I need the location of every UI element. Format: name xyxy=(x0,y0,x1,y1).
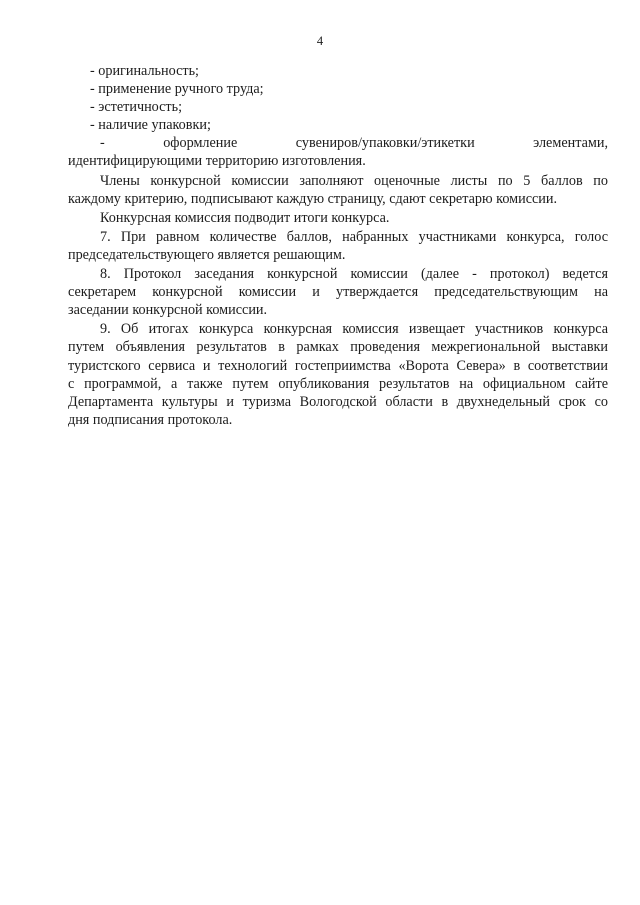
paragraph-8-line: заседании конкурсной комиссии. xyxy=(68,302,268,319)
paragraph-members-line: Члены конкурсной комиссии заполняют оценочные листы по 5 баллов по xyxy=(100,172,608,189)
paragraph-9-line: дня подписания протокола. xyxy=(68,411,233,428)
criterion-continuation: идентифицирующими территорию изготовления. xyxy=(68,153,366,170)
criterion-dash: - xyxy=(100,135,105,152)
criterion-word: элементами, xyxy=(533,135,608,152)
paragraph-9-line: туристского сервиса и технологий гостеприимства «Ворота Севера» в соответствии xyxy=(68,357,608,374)
criterion-item: - наличие упаковки; xyxy=(90,117,211,134)
criterion-item: - эстетичность; xyxy=(90,99,183,116)
paragraph-results: Конкурсная комиссия подводит итоги конкурса. xyxy=(100,209,390,226)
paragraph-9-line: Департамента культуры и туризма Вологодской области в двухнедельный срок со xyxy=(68,393,608,410)
criterion-item-design xyxy=(90,134,608,152)
paragraph-8-line: секретарем конкурсной комиссии и утверждается председательствующим на xyxy=(68,284,608,301)
page-number: 4 xyxy=(316,34,324,48)
criterion-word: оформление xyxy=(163,135,238,152)
paragraph-7-line: 7. При равном количестве баллов, набранных участниками конкурса, голос xyxy=(100,228,608,245)
criterion-word: сувениров/упаковки/этикетки xyxy=(295,135,475,152)
paragraph-members-line: каждому критерию, подписывают каждую страницу, сдают секретарю комиссии. xyxy=(68,190,558,207)
paragraph-7-line: председательствующего является решающим. xyxy=(68,246,346,263)
criterion-item: - применение ручного труда; xyxy=(90,81,264,98)
criterion-item: - оригинальность; xyxy=(90,63,199,79)
document-body xyxy=(68,62,608,429)
paragraph-9-line: с программой, а также путем опубликования результатов на официальном сайте xyxy=(68,375,608,392)
paragraph-8-line: 8. Протокол заседания конкурсной комиссии (далее - протокол) ведется xyxy=(100,266,608,283)
paragraph-9-line: путем объявления результатов в рамках проведения межрегиональной выставки xyxy=(68,339,608,356)
paragraph-9-line: 9. Об итогах конкурса конкурсная комиссия извещает участников конкурса xyxy=(100,321,608,338)
